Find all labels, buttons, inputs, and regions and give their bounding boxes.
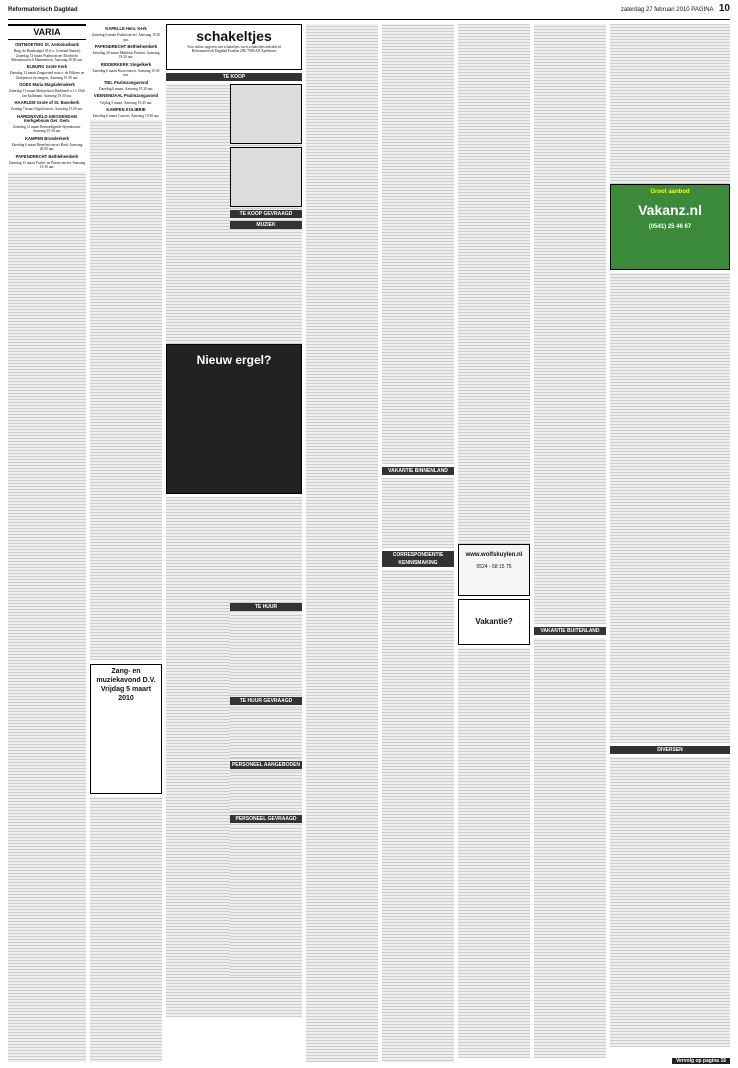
entry-heading: GOES Maria Magdalenakerk [19,82,75,88]
cat-te-koop-gevraagd: TE KOOP GEVRAAGD [230,210,302,218]
entry-text: Zondag 7 maart Orgelconcert. Aanvang 15.00 uur. [10,107,84,112]
schakeltjes-logo: schakeltjes [196,28,272,44]
cat-personeel-aangeboden: PERSONEEL AANGEBODEN [231,762,301,768]
classifieds-col7 [458,24,530,1062]
entry-heading: VEENENDAAL Psalmzangavond [93,93,159,99]
entry-heading: HAARLEM Grote of St. Bavokerk [14,99,80,105]
cat-te-koop: TE KOOP [166,73,302,81]
te-huur-ads [230,614,302,694]
col6-ads-2 [382,570,454,1062]
col6-ads [382,24,454,464]
vakantie-ad [458,599,530,645]
vakanz-phone: (0541) 25 46 67 [648,224,692,230]
entry-heading: KAMPEN Broederkerk [25,135,69,141]
entry-text: Zaterdag 6 maart Psalmconcert. Aanvang 19.30 uur. [91,33,161,42]
vakantie-binnenland-ads [382,478,454,548]
cat-te-huur-gevraagd: TE HUUR GEVRAAGD [230,697,302,705]
entry-text: Zaterdag 13 maart Meisjeskoor Haiklands o.l.v. Dirk Jan Kullmann, Aanvang 19.30 uur. [9,89,85,98]
entry-heading: HARDINXVELD-GIESSENDAM Kerkgebouw Ger. Gem. [17,113,77,123]
entry-heading: PAPENDRECHT Bethlehemkerk [94,43,158,49]
entry-text: Zaterdag 13 maart Zangavond m.m.v. de Eikkers en Oranjekoor en zangers. Aanvang 19.30 uur. [9,71,85,80]
col8-ads [534,24,606,624]
entry-text: Vrijdag 5 maart. Aanvang 19.45 uur. [99,100,153,105]
entry-text: Zaterdag 13 maart Psalm- en Passieconcert. Aanvang 19.30 uur. [8,160,86,170]
cat-vakantie-buitenland: VAKANTIE BUITENLAND [534,627,606,635]
cat-te-huur: TE HUUR [230,603,302,611]
entry-heading: TIEL Psalmzangavond [103,79,149,85]
classifieds-col6 [382,24,454,1062]
wolfskuylen-phone: 0524 - 58 15 75 [476,564,512,570]
zangavond-ad [90,664,162,794]
ergel-ad [166,344,302,494]
entry-heading: RIDDERKERK Singelkerk [100,61,152,67]
entry-heading: PAPENDRECHT Bethlehemkerk [15,153,79,159]
entry-heading: ELBURG Grote Kerk [26,64,68,70]
cat-muziek: MUZIEK [230,221,302,229]
entry-heading: ONTMOETING St. Antoniusbank [15,42,79,47]
page-header [8,3,730,20]
vakanz-ad [610,184,730,270]
diversen-ads [610,757,730,1047]
concerts-fill [90,120,162,660]
col9-ads [610,24,730,184]
varia-list [8,43,86,170]
entry-heading: KAMPEN KOLIBRIE [106,106,146,112]
te-huur-gevraagd-ads [230,708,302,758]
zangavond-title: Zang- en muziekavond D.V. Vrijdag 5 maart 2010 [96,668,156,703]
col9-ads-2 [610,273,730,743]
classifieds-right [610,24,730,1062]
wolfskuylen-url: www.wolfskuylen.nl [465,552,523,558]
entry-heading: KAPELLE Herv. Kerk [105,26,147,31]
page-date [620,3,730,14]
schakeltjes-banner [166,24,302,70]
vakanz-logo: Vakanz.nl [638,202,702,218]
date-text: zaterdag 27 februari 2010 [620,7,690,13]
entry-text: Zaterdag 6 maart Koorconcert. Aanvang 19.30 uur. [92,69,160,78]
cat-correspondentie: CORRESPONDENTIE KENNISMAKING [382,551,454,567]
classifieds-col8 [534,24,606,1062]
vakanz-aanbod: Groot aanbod [650,189,690,195]
entry-text: Zaterdag 6 maart Benefietconcert Haiti. Aanvang 20.00 uur. [11,143,83,152]
wolfskuylen-ad [458,544,530,596]
car-photo-2 [230,147,302,207]
concerts-list [90,27,162,118]
col5-ads [306,24,378,1062]
varia-title: VARIA [8,24,86,40]
cat-personeel-gevraagd: PERSONEEL GEVRAAGD [230,815,302,823]
entry-text: Zaterdag 13 maart Bemoedigende bijeenkomst. Aanvang 19.30 uur. [12,125,82,134]
concerts-column [90,24,162,1062]
col7-ads-2 [458,648,530,1058]
entry-text: Zaterdag 20 maart Matthäus Passion. Aanvang 19.30 uur. [92,51,160,60]
continued-note: Vervolg op pagina 16 [672,1058,730,1064]
personeel-aangeboden-ads [230,772,302,812]
entry-text: Zaterdag 6 maart. Aanvang 19.30 uur. [98,86,154,91]
vakantie-ad-title: Vakantie? [475,617,513,626]
schakeltjes-tagline: Voor online opgeven van schakeltjes www.schakeltjes.erdedrei.nl [186,45,282,49]
classifieds-col5 [306,24,378,1062]
col8-ads-2 [534,638,606,1058]
ergel-ad-title: Nieuw ergel? [196,353,272,367]
car-photo-1 [230,84,302,144]
col7-ads [458,24,530,544]
entry-text: Burg. de Raadtsingel 45 (t.o. Centraal Station) Zaterdag 13 maart Psalmconcert Dordrecht Reformatorisch Mannenkoor. Aanvang 20.00 uur. [11,49,83,62]
entry-text: Zaterdag 6 maart Concert. Aanvang 19.30 uur. [92,114,160,119]
varia-fill [8,172,86,1062]
page-label: PAGINA [691,7,714,13]
page-number: 10 [718,3,730,14]
schakeltjes-address: Reformatorisch Dagblad Postbus 298, 7000 AD Apeldoorn [191,49,277,54]
concerts-fill-2 [90,797,162,1062]
varia-column [8,24,86,1062]
personeel-gevraagd-ads [230,826,302,976]
car-ads [230,84,302,344]
publication-name: Reformatorisch Dagblad [8,7,78,13]
cat-diversen: DIVERSEN [610,746,730,754]
cat-vakantie-binnenland: VAKANTIE BINNENLAND [382,467,454,475]
te-huur-col [230,600,302,1020]
